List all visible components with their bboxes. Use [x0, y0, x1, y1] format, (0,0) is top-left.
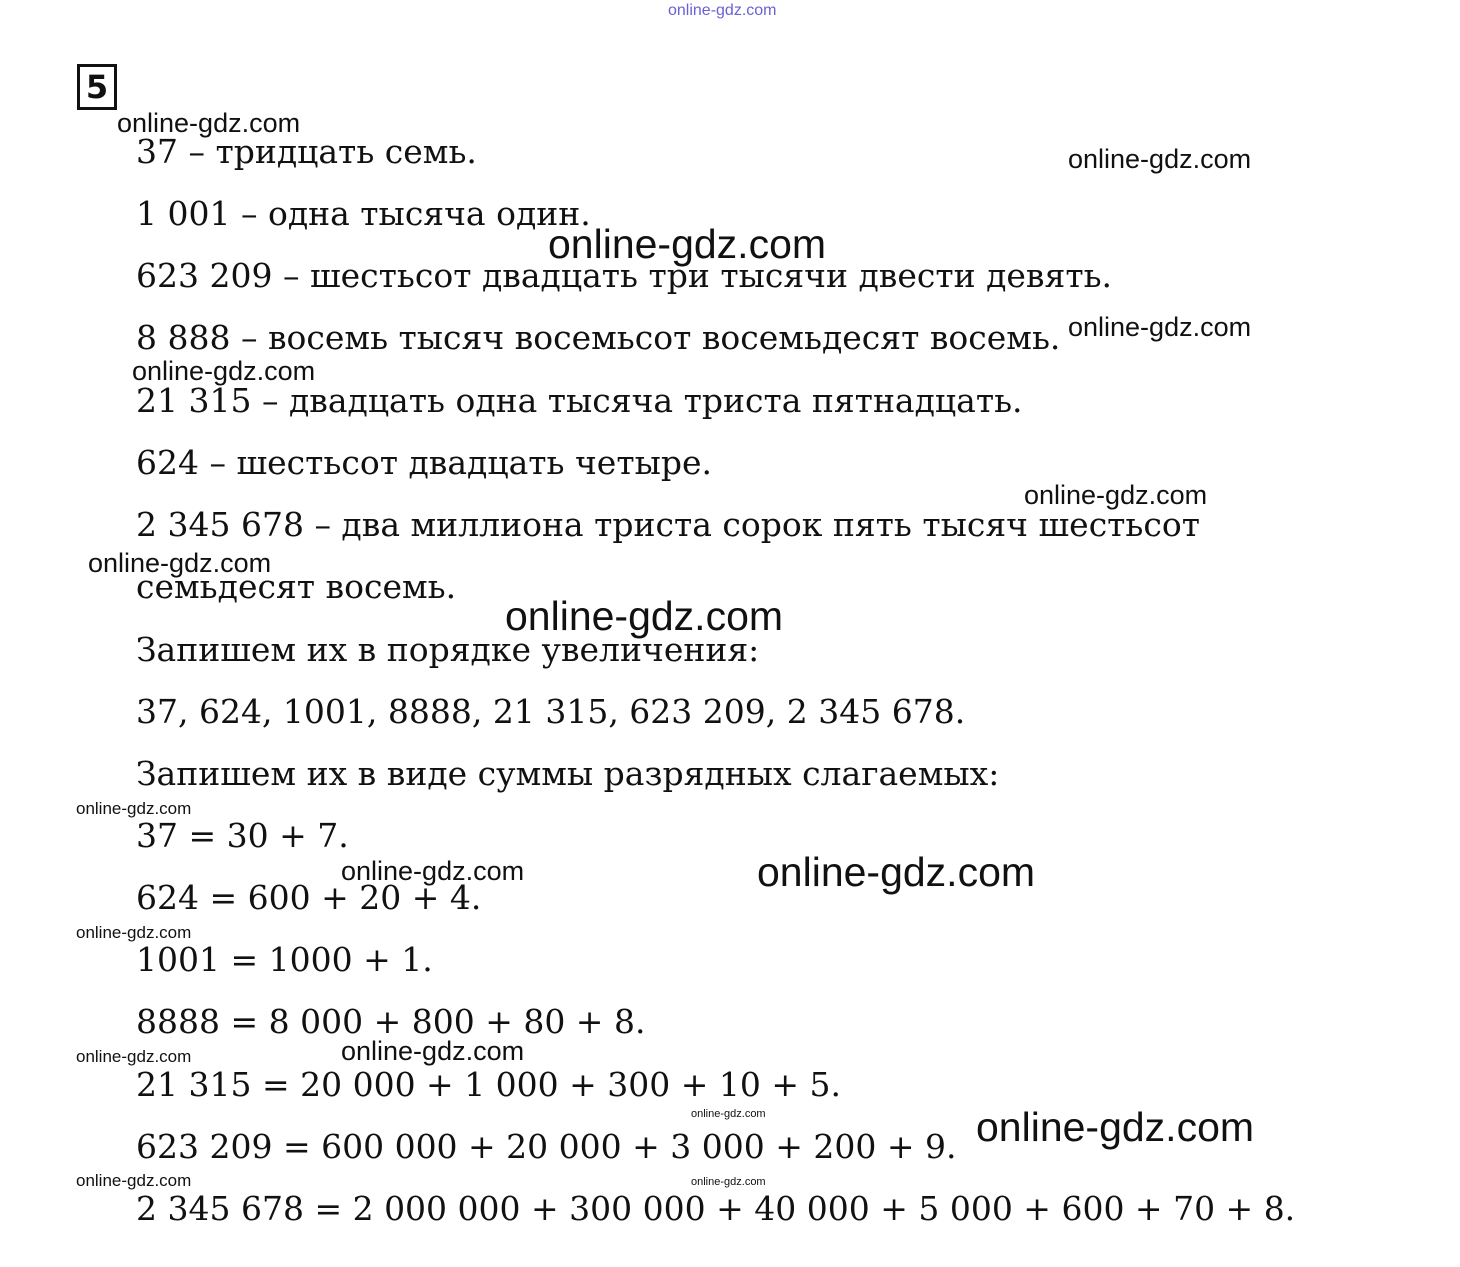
- task-number-box: 5: [77, 64, 117, 110]
- watermark: online-gdz.com: [76, 1171, 192, 1190]
- watermark: online-gdz.com: [76, 1047, 192, 1066]
- watermark: online-gdz.com: [341, 856, 525, 886]
- watermark: online-gdz.com: [132, 356, 316, 386]
- watermark: online-gdz.com: [505, 593, 784, 639]
- watermark: online-gdz.com: [691, 1108, 766, 1120]
- text-line: 21 315 – двадцать одна тысяча триста пятнадцать.: [136, 381, 1023, 420]
- watermark: online-gdz.com: [1024, 480, 1208, 510]
- text-line: 8 888 – восемь тысяч восемьсот восемьдесят восемь.: [136, 318, 1061, 357]
- text-line: семьдесят восемь.: [136, 567, 457, 606]
- watermark: online-gdz.com: [757, 849, 1036, 895]
- watermark: online-gdz.com: [88, 548, 272, 578]
- text-line: 1 001 – одна тысяча один.: [136, 194, 591, 233]
- text-line: 2 345 678 – два миллиона триста сорок пять тысяч шестьсот: [136, 505, 1201, 544]
- watermark: online-gdz.com: [1068, 312, 1252, 342]
- text-line: 623 209 – шестьсот двадцать три тысячи двести девять.: [136, 256, 1113, 295]
- watermark: online-gdz.com: [1068, 144, 1252, 174]
- text-line: 37 = 30 + 7.: [136, 816, 349, 855]
- watermark: online-gdz.com: [976, 1104, 1255, 1150]
- text-line: 1001 = 1000 + 1.: [136, 940, 433, 979]
- watermark: online-gdz.com: [76, 799, 192, 818]
- text-line: 2 345 678 = 2 000 000 + 300 000 + 40 000 + 5 000 + 600 + 70 + 8.: [136, 1189, 1296, 1228]
- text-line: 624 = 600 + 20 + 4.: [136, 878, 482, 917]
- watermark: online-gdz.com: [341, 1036, 525, 1066]
- top-watermark: online-gdz.com: [668, 2, 777, 19]
- text-line: Запишем их в порядке увеличения:: [136, 630, 760, 669]
- text-line: 8888 = 8 000 + 800 + 80 + 8.: [136, 1002, 646, 1041]
- text-line: 623 209 = 600 000 + 20 000 + 3 000 + 200 + 9.: [136, 1127, 957, 1166]
- watermark: online-gdz.com: [76, 923, 192, 942]
- watermark: online-gdz.com: [548, 221, 827, 267]
- watermark: online-gdz.com: [117, 108, 301, 138]
- watermark: online-gdz.com: [691, 1176, 766, 1188]
- text-line: 21 315 = 20 000 + 1 000 + 300 + 10 + 5.: [136, 1065, 842, 1104]
- text-line: 37, 624, 1001, 8888, 21 315, 623 209, 2 345 678.: [136, 692, 966, 731]
- text-line: 624 – шестьсот двадцать четыре.: [136, 443, 712, 482]
- text-line: Запишем их в виде суммы разрядных слагаемых:: [136, 754, 1000, 793]
- text-line: 37 – тридцать семь.: [136, 132, 477, 171]
